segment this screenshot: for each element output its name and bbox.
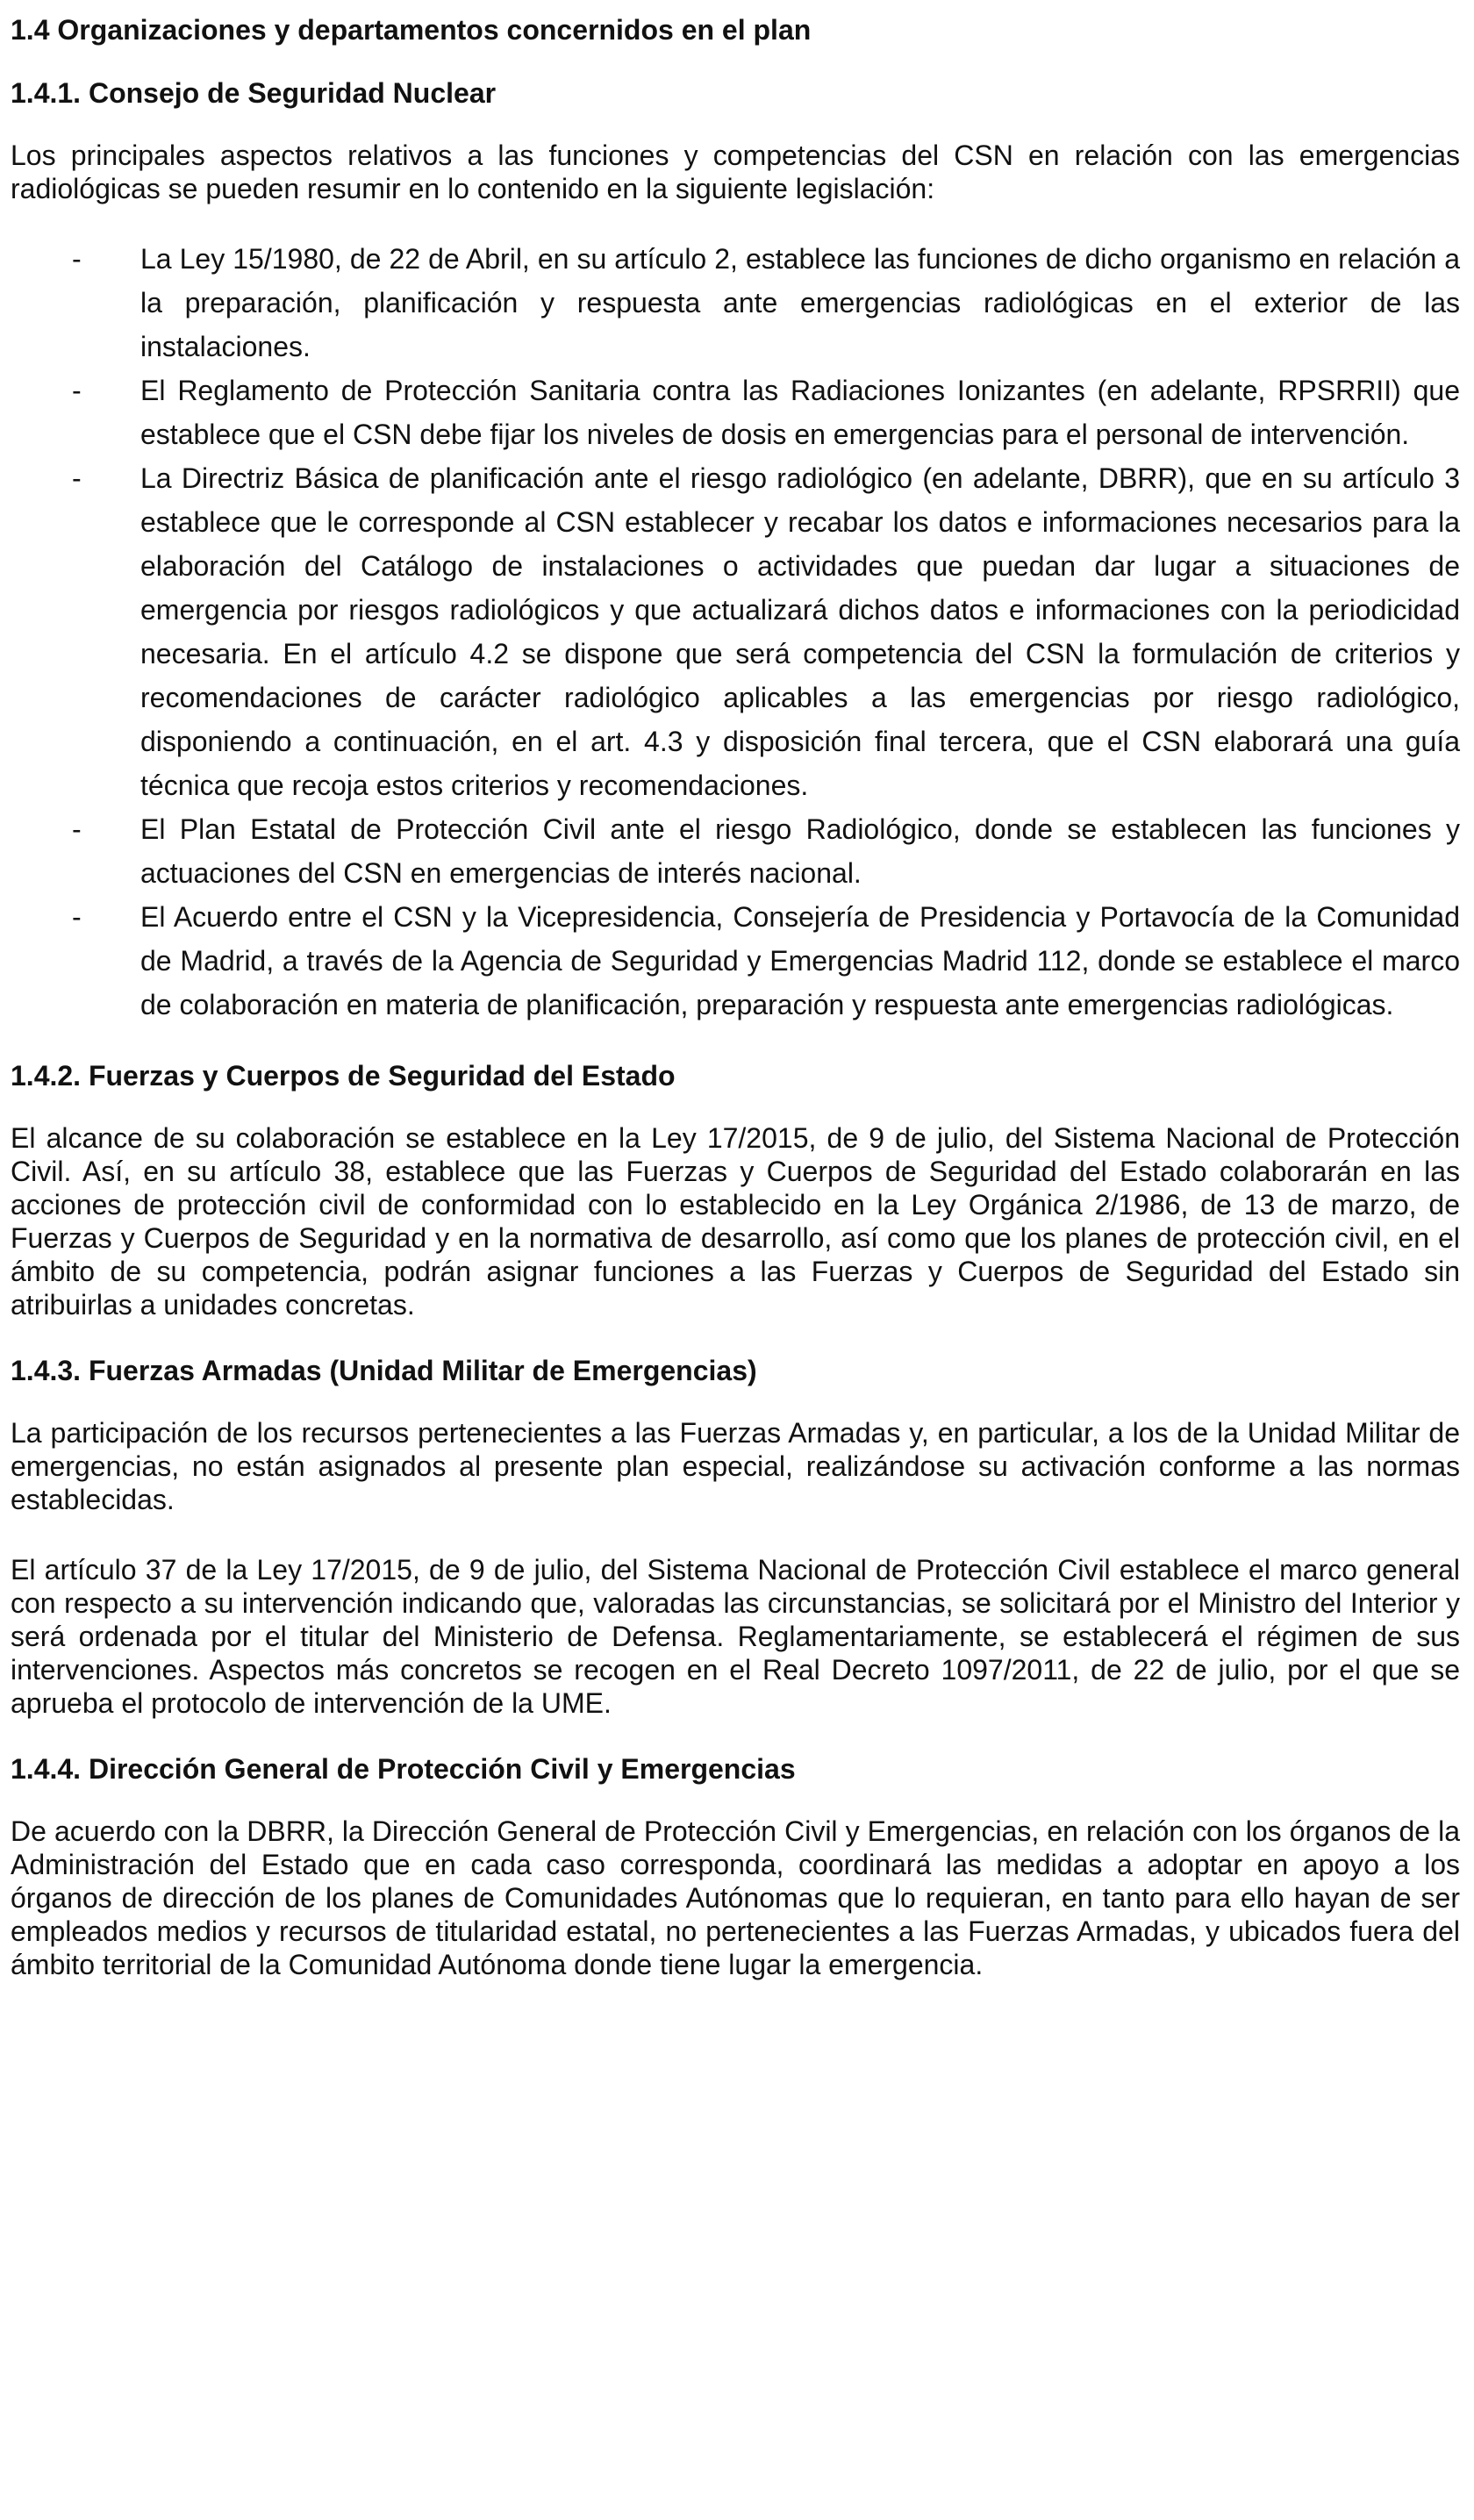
list-item [11,237,1460,369]
dgpce-paragraph: De acuerdo con la DBRR, la Dirección General de Protección Civil y Emergencias, en relación con los órganos de la Administración del Estado que en cada caso corresponda, coordinará las medidas a adoptar en apoyo a los órganos de dirección de los planes de Comunidades Autónomas que lo requieran, en tanto para ello hayan de ser empleados medios y recursos de titularidad estatal, no pertenecientes a las Fuerzas Armadas, y ubicados fuera del ámbito territorial de la Comunidad Autónoma donde tiene lugar la emergencia. [11,1815,1460,1980]
bullet-dash: - [72,243,82,275]
ume-paragraph-2: El artículo 37 de la Ley 17/2015, de 9 de julio, del Sistema Nacional de Protección Civil establece el marco general con respecto a su intervención indicando que, valoradas las circunstancias, se solicitará por el Ministro del Interior y será ordenada por el titular del Ministerio de Defensa. Reglamentariamente, se establecerá el régimen de sus intervenciones. Aspectos más concretos se recogen en el Real Decreto 1097/2011, de 22 de julio, por el que se aprueba el protocolo de intervención de la UME. [11,1554,1460,1719]
list-item [11,895,1460,1027]
csn-legislation-list [11,237,1460,1027]
ume-paragraph-1: La participación de los recursos pertenecientes a las Fuerzas Armadas y, en particular, a los de la Unidad Militar de emergencias, no están asignados al presente plan especial, realizándose su activación conforme a las normas establecidas. [11,1417,1460,1515]
subsection-heading-fcse: 1.4.2. Fuerzas y Cuerpos de Seguridad del Estado [11,1060,676,1092]
bullet-dash: - [72,813,82,845]
bullet-dash: - [72,462,82,494]
fcse-paragraph: El alcance de su colaboración se establece en la Ley 17/2015, de 9 de julio, del Sistema Nacional de Protección Civil. Así, en su artículo 38, establece que las Fuerzas y Cuerpos de Seguridad del Estado colaborarán en las acciones de protección civil de conformidad con lo establecido en la Ley Orgánica 2/1986, de 13 de marzo, de Fuerzas y Cuerpos de Seguridad y en la normativa de desarrollo, así como que los planes de protección civil, en el ámbito de su competencia, podrán asignar funciones a las Fuerzas y Cuerpos de Seguridad del Estado sin atribuirlas a unidades concretas. [11,1122,1460,1321]
section-heading: 1.4 Organizaciones y departamentos concernidos en el plan [11,14,812,46]
subsection-heading-dgpce: 1.4.4. Dirección General de Protección Civil y Emergencias [11,1753,796,1785]
list-item-text: El Reglamento de Protección Sanitaria contra las Radiaciones Ionizantes (en adelante, RPSRRII) que establece que el CSN debe fijar los niveles de dosis en emergencias para el personal de intervención. [140,375,1460,450]
document-page [11,12,1460,1981]
bullet-dash: - [72,901,82,933]
list-item-text: La Directriz Básica de planificación ante el riesgo radiológico (en adelante, DBRR), que en su artículo 3 establece que le corresponde al CSN establecer y recabar los datos e informaciones necesarios para la elaboración del Catálogo de instalaciones o actividades que puedan dar lugar a situaciones de emergencia por riesgos radiológicos y que actualizará dichos datos e informaciones con la periodicidad necesaria. En el artículo 4.2 se dispone que será competencia del CSN la formulación de criterios y recomendaciones de carácter radiológico aplicables a las emergencias por riesgo radiológico, disponiendo a continuación, en el art. 4.3 y disposición final tercera, que el CSN elaborará una guía técnica que recoja estos criterios y recomendaciones. [140,462,1460,801]
list-item [11,807,1460,895]
list-item-text: El Acuerdo entre el CSN y la Vicepresidencia, Consejería de Presidencia y Portavocía de la Comunidad de Madrid, a través de la Agencia de Seguridad y Emergencias Madrid 112, donde se establece el marco de colaboración en materia de planificación, preparación y respuesta ante emergencias radiológicas. [140,901,1460,1020]
list-item [11,369,1460,456]
csn-intro-paragraph: Los principales aspectos relativos a las funciones y competencias del CSN en relación con las emergencias radiológicas se pueden resumir en lo contenido en la siguiente legislación: [11,140,1460,204]
subsection-heading-ume: 1.4.3. Fuerzas Armadas (Unidad Militar de Emergencias) [11,1355,757,1386]
list-item-text: La Ley 15/1980, de 22 de Abril, en su artículo 2, establece las funciones de dicho organismo en relación a la preparación, planificación y respuesta ante emergencias radiológicas en el exterior de las instalaciones. [140,243,1460,362]
list-item [11,456,1460,807]
list-item-text: El Plan Estatal de Protección Civil ante el riesgo Radiológico, donde se establecen las funciones y actuaciones del CSN en emergencias de interés nacional. [140,813,1460,889]
subsection-heading-csn: 1.4.1. Consejo de Seguridad Nuclear [11,77,497,109]
bullet-dash: - [72,375,82,406]
